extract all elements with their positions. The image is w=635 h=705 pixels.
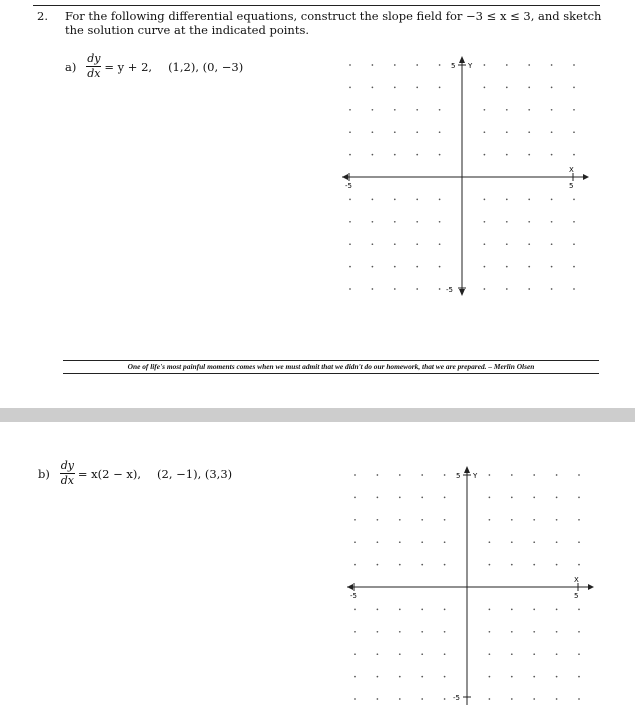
grid-dot — [573, 199, 575, 201]
grid-dot — [421, 519, 423, 521]
grid-dot — [372, 288, 374, 290]
grid-dot — [573, 288, 575, 290]
grid-dot — [489, 631, 491, 633]
grid-dot — [372, 64, 374, 66]
grid-dot — [421, 474, 423, 476]
grid-dot — [511, 497, 513, 499]
grid-dot — [394, 64, 396, 66]
grid-dot — [354, 519, 356, 521]
grid-dot — [533, 609, 535, 611]
grid-dot — [439, 87, 441, 89]
grid-dot — [573, 87, 575, 89]
grid-dot — [528, 243, 530, 245]
grid-dot — [533, 519, 535, 521]
grid-dot — [556, 631, 558, 633]
grid-dot — [506, 199, 508, 201]
page-separator — [0, 408, 635, 422]
x-axis-label: X — [569, 166, 574, 174]
grid-dot — [511, 474, 513, 476]
grid-dot — [551, 243, 553, 245]
grid-dot — [484, 109, 486, 111]
grid-dot — [511, 653, 513, 655]
part-a-fraction — [86, 53, 101, 80]
grid-dot — [489, 519, 491, 521]
grid-dot — [444, 564, 446, 566]
grid-dot — [528, 266, 530, 268]
grid-dot — [349, 199, 351, 201]
grid-dot — [511, 541, 513, 543]
grid-dot — [551, 266, 553, 268]
grid-dot — [394, 109, 396, 111]
grid-dot — [533, 541, 535, 543]
grid-dot — [349, 109, 351, 111]
grid-dot — [489, 676, 491, 678]
grid-dot — [511, 609, 513, 611]
grid-dot — [444, 676, 446, 678]
grid-dot — [421, 497, 423, 499]
part-a-equation: = y + 2, — [104, 59, 153, 74]
grid-dot — [394, 266, 396, 268]
grid-dot — [394, 243, 396, 245]
part-b-denominator: dx — [60, 474, 74, 487]
grid-dot — [511, 676, 513, 678]
grid-dot — [489, 609, 491, 611]
grid-dot — [377, 676, 379, 678]
grid-dot — [528, 221, 530, 223]
grid-dot — [484, 199, 486, 201]
grid-dot — [377, 609, 379, 611]
grid-dot — [416, 199, 418, 201]
grid-dot — [551, 154, 553, 156]
grid-dot — [394, 87, 396, 89]
quote-rule-bottom — [63, 373, 599, 374]
grid-dot — [511, 564, 513, 566]
grid-dot — [551, 288, 553, 290]
grid-dot — [416, 243, 418, 245]
grid-dot — [354, 676, 356, 678]
grid-dot — [372, 243, 374, 245]
grid-dot — [416, 87, 418, 89]
x-axis-arrow-left — [347, 584, 353, 590]
grid-dot — [444, 474, 446, 476]
grid-dot — [354, 474, 356, 476]
grid-dot — [578, 497, 580, 499]
grid-dot — [421, 676, 423, 678]
grid-dot — [439, 243, 441, 245]
grid-dot — [372, 109, 374, 111]
y-axis-arrow-down — [459, 289, 465, 296]
grid-dot — [506, 64, 508, 66]
grid-dot — [484, 131, 486, 133]
grid-dot — [484, 221, 486, 223]
grid-dot — [416, 288, 418, 290]
grid-dot — [578, 564, 580, 566]
grid-dot — [551, 199, 553, 201]
grid-dot — [399, 631, 401, 633]
grid-dot — [439, 64, 441, 66]
grid-dot — [533, 676, 535, 678]
grid-dot — [489, 653, 491, 655]
grid-dot — [399, 519, 401, 521]
grid-dot — [439, 266, 441, 268]
grid-dot — [556, 609, 558, 611]
grid-dot — [578, 676, 580, 678]
grid-dot — [349, 243, 351, 245]
part-b-equation: = x(2 − x), — [77, 466, 142, 481]
y-min-label: -5 — [453, 694, 460, 702]
grid-dot — [528, 64, 530, 66]
grid-dot — [506, 87, 508, 89]
grid-dot — [533, 497, 535, 499]
grid-dot — [484, 64, 486, 66]
grid-dot — [556, 564, 558, 566]
grid-dot — [439, 288, 441, 290]
grid-dot — [511, 519, 513, 521]
x-axis-arrow-right — [588, 584, 594, 590]
grid-dot — [484, 154, 486, 156]
grid-dot — [506, 243, 508, 245]
x-axis-arrow-left — [342, 174, 348, 180]
grid-dot — [533, 474, 535, 476]
grid-dot — [439, 109, 441, 111]
y-axis-label: Y — [468, 62, 473, 70]
grid-dot — [556, 541, 558, 543]
grid-dot — [354, 653, 356, 655]
grid-dot — [416, 109, 418, 111]
grid-dot — [372, 221, 374, 223]
grid-dot — [394, 131, 396, 133]
grid-dot — [372, 87, 374, 89]
grid-dot — [439, 154, 441, 156]
grid-dot — [444, 541, 446, 543]
grid-dot — [551, 109, 553, 111]
grid-dot — [394, 154, 396, 156]
x-axis-arrow-right — [583, 174, 589, 180]
y-axis-arrow-up — [459, 56, 465, 63]
grid-dot — [399, 564, 401, 566]
part-a-numerator: dy — [87, 52, 101, 65]
grid-dot — [444, 519, 446, 521]
grid-dot — [578, 519, 580, 521]
grid-dot — [573, 154, 575, 156]
grid-dot — [416, 64, 418, 66]
grid-dot — [372, 199, 374, 201]
grid-dot — [556, 676, 558, 678]
quote-rule-top — [63, 360, 599, 361]
grid-dot — [551, 64, 553, 66]
part-a-label: a) — [65, 59, 77, 74]
grid-dot — [349, 266, 351, 268]
grid-dot — [506, 288, 508, 290]
footer-quote: One of life's most painful moments comes when we must admit that we didn't do our homework, that we are prepared. – Merlin Olsen — [127, 362, 535, 371]
grid-dot — [399, 676, 401, 678]
grid-dot — [421, 631, 423, 633]
grid-dot — [528, 109, 530, 111]
grid-dot — [372, 131, 374, 133]
grid-dot — [377, 519, 379, 521]
x-min-label: -5 — [345, 182, 352, 190]
grid-dot — [573, 221, 575, 223]
grid-dot — [416, 266, 418, 268]
slope-field-grid-b — [345, 465, 595, 705]
x-axis-label: X — [574, 576, 579, 584]
grid-dot — [394, 199, 396, 201]
part-b — [38, 460, 232, 487]
part-b-fraction — [60, 460, 75, 487]
grid-dot — [533, 653, 535, 655]
part-a-denominator: dx — [87, 67, 101, 80]
grid-dot — [377, 541, 379, 543]
grid-dot — [573, 64, 575, 66]
part-a-points: (1,2), (0, −3) — [168, 59, 244, 74]
grid-dot — [528, 288, 530, 290]
part-b-points: (2, −1), (3,3) — [157, 466, 233, 481]
grid-dot — [573, 109, 575, 111]
grid-dot — [578, 631, 580, 633]
grid-dot — [416, 131, 418, 133]
grid-dot — [573, 243, 575, 245]
grid-dot — [444, 653, 446, 655]
part-b-numerator: dy — [60, 459, 74, 472]
grid-dot — [349, 131, 351, 133]
slope-field-grid-a — [340, 55, 590, 300]
grid-dot — [551, 221, 553, 223]
grid-dot — [551, 87, 553, 89]
y-min-label: -5 — [446, 286, 453, 294]
grid-dot — [578, 474, 580, 476]
grid-dot — [484, 87, 486, 89]
grid-dot — [349, 288, 351, 290]
question-number: 2. — [37, 9, 48, 23]
grid-dot — [444, 609, 446, 611]
top-rule — [33, 5, 600, 6]
grid-dot — [416, 221, 418, 223]
grid-dot — [506, 154, 508, 156]
grid-dot — [528, 87, 530, 89]
y-axis-label: Y — [473, 472, 478, 480]
grid-dot — [354, 631, 356, 633]
grid-dot — [489, 474, 491, 476]
grid-dot — [349, 154, 351, 156]
grid-dot — [506, 109, 508, 111]
y-max-label: 5 — [456, 472, 461, 480]
x-min-label: -5 — [350, 592, 357, 600]
grid-dot — [416, 154, 418, 156]
grid-dot — [528, 154, 530, 156]
grid-dot — [484, 243, 486, 245]
grid-dot — [354, 564, 356, 566]
grid-dot — [484, 266, 486, 268]
grid-dot — [421, 609, 423, 611]
grid-dot — [399, 653, 401, 655]
grid-dot — [399, 609, 401, 611]
grid-dot — [556, 519, 558, 521]
grid-dot — [399, 497, 401, 499]
grid-dot — [444, 497, 446, 499]
grid-dot — [533, 631, 535, 633]
part-a — [65, 53, 243, 80]
grid-dot — [489, 541, 491, 543]
grid-dot — [578, 541, 580, 543]
grid-dot — [573, 131, 575, 133]
grid-dot — [394, 288, 396, 290]
grid-dot — [377, 631, 379, 633]
grid-dot — [533, 564, 535, 566]
grid-dot — [556, 497, 558, 499]
grid-dot — [551, 131, 553, 133]
grid-dot — [506, 131, 508, 133]
grid-dot — [489, 497, 491, 499]
grid-dot — [421, 653, 423, 655]
grid-dot — [354, 497, 356, 499]
grid-dot — [578, 653, 580, 655]
grid-dot — [372, 154, 374, 156]
grid-dot — [372, 266, 374, 268]
grid-dot — [489, 564, 491, 566]
grid-dot — [439, 221, 441, 223]
grid-dot — [528, 199, 530, 201]
grid-dot — [399, 541, 401, 543]
grid-dot — [528, 131, 530, 133]
grid-dot — [556, 474, 558, 476]
grid-dot — [377, 497, 379, 499]
y-axis-arrow-up — [464, 466, 470, 473]
grid-dot — [421, 541, 423, 543]
grid-dot — [556, 653, 558, 655]
grid-dot — [349, 221, 351, 223]
x-max-label: 5 — [574, 592, 579, 600]
grid-dot — [394, 221, 396, 223]
grid-dot — [506, 221, 508, 223]
grid-dot — [399, 474, 401, 476]
grid-dot — [484, 288, 486, 290]
grid-dot — [439, 131, 441, 133]
grid-dot — [354, 541, 356, 543]
x-max-label: 5 — [569, 182, 574, 190]
grid-dot — [354, 609, 356, 611]
grid-dot — [349, 87, 351, 89]
grid-dot — [349, 64, 351, 66]
y-max-label: 5 — [451, 62, 456, 70]
grid-dot — [578, 609, 580, 611]
grid-dot — [444, 631, 446, 633]
grid-dot — [377, 564, 379, 566]
grid-dot — [511, 631, 513, 633]
question-text: For the following differential equations, construct the slope field for −3 ≤ x ≤ 3, and sketch the solution curve at the indicated points. — [65, 9, 602, 37]
grid-dot — [439, 199, 441, 201]
grid-dot — [377, 474, 379, 476]
part-b-label: b) — [38, 466, 50, 481]
grid-dot — [573, 266, 575, 268]
grid-dot — [421, 564, 423, 566]
grid-dot — [506, 266, 508, 268]
grid-dot — [377, 653, 379, 655]
